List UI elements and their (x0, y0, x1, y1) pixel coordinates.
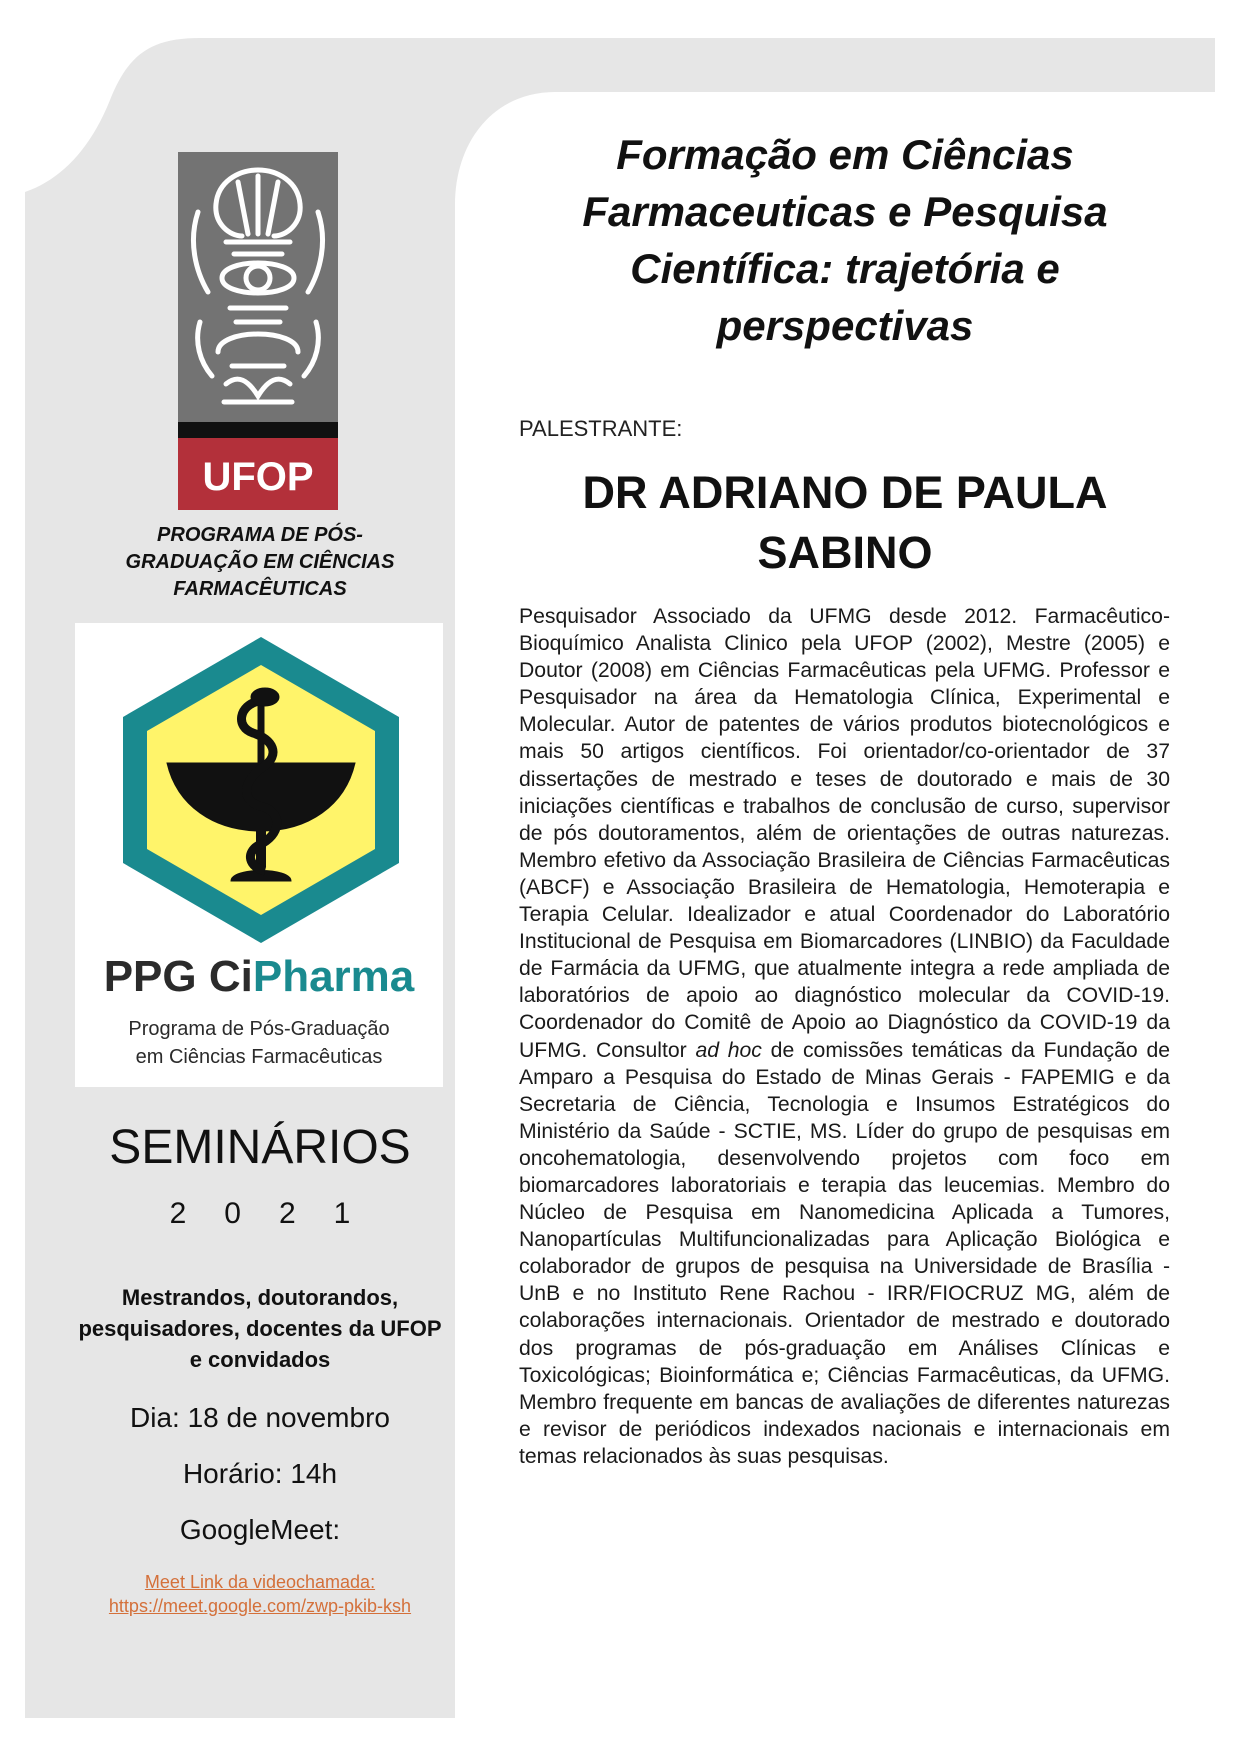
ppg-cipharma-title: PPG CiPharma (103, 952, 415, 1001)
audience-text: Mestrandos, doutorandos, pesquisadores, docentes da UFOP e convidados (78, 1285, 442, 1372)
ppg-cipharma-logo (75, 623, 443, 1087)
svg-text:UFOP: UFOP (202, 455, 314, 499)
event-date: Dia: 18 de novembro (130, 1402, 390, 1433)
program-name: PROGRAMA DE PÓS-GRADUAÇÃO EM CIÊNCIAS FARMACÊUTICAS (125, 524, 395, 600)
meet-link[interactable]: Meet Link da videochamada: https://meet.google.com/zwp-pkib-ksh (108, 1572, 412, 1616)
speaker-name: DR ADRIANO DE PAULA SABINO (582, 467, 1108, 578)
talk-title: Formação em Ciências Farmaceuticas e Pesquisa Científica: trajetória e perspectivas (582, 131, 1108, 349)
speaker-label: PALESTRANTE: (519, 416, 683, 441)
caduceus-hexagon-icon (113, 631, 409, 949)
google-meet-label: GoogleMeet: (179, 1514, 341, 1545)
ufop-logo (178, 152, 338, 510)
seminars-year: 2021 (169, 1197, 389, 1230)
event-time: Horário: 14h (182, 1458, 338, 1489)
seminars-title: SEMINÁRIOS (109, 1121, 411, 1174)
speaker-bio: Pesquisador Associado da UFMG desde 2012. Farmacêutico-Bioquímico Analista Clinico pela UFOP (2002), Mestre (2005) e Doutor (2008) em Ciências Farmacêuticas pela UFMG. Professor e Pesquisador na área da Hematologia Clínica, Experimental e Molecular. Autor de patentes de vários produtos biotecnológicos e mais 50 artigos científicos. Foi orientador/co-orientador de 37 dissertações de mestrado e teses de doutorado e mais de 30 iniciações científicas e trabalhos de conclusão de curso, supervisor de pós doutoramentos, além de orientações de outras naturezas. Membro efetivo da Associação Brasileira de Ciências Farmacêuticas (ABCF) e Associação Brasileira de Hematologia, Hemoterapia e Terapia Celular. Idealizador e atual Coordenador do Laboratório Institucional de Pesquisa em Biomarcadores (LINBIO) da Faculdade de Farmácia da UFMG, que atualmente integra a rede ampliada de laboratórios de apoio ao diagnóstico molecular da COVID-19. Coordenador do Comitê de Apoio ao Diagnóstico da COVID-19 da UFMG. Consultor ad hoc de comissões temáticas da Fundação de Amparo a Pesquisa do Estado de Minas Gerais - FAPEMIG e da Secretaria de Ciência, Tecnologia e Insumos Estratégicos do Ministério da Saúde - SCTIE, MS. Líder do grupo de pesquisas em oncohematologia, desenvolvendo projetos com foco em biomarcadores laboratoriais e terapia das leucemias. Membro do Núcleo de Pesquisa em Nanomedicina Aplicada a Tumores, Nanopartículas Multifuncionalizadas para Aplicação Biológica e colaborador de grupos de pesquisa na Universidade de Brasília - UnB e no Instituto Rene Rachou - IRR/FIOCRUZ MG, além de colaborações internacionais. Orientador de mestrado e doutorado dos programas de pós-graduação em Análises Clínicas e Toxicológicas; Bioinformática e; Ciências Farmacêuticas, da UFMG. Membro frequente em bancas de avaliações de diferentes naturezas e revisor de periódicos indexados nacionais e internacionais em temas relacionados às suas pesquisas. (519, 605, 1171, 1468)
ppg-cipharma-subtitle: Programa de Pós-Graduação em Ciências Farmacêuticas (128, 1018, 390, 1068)
